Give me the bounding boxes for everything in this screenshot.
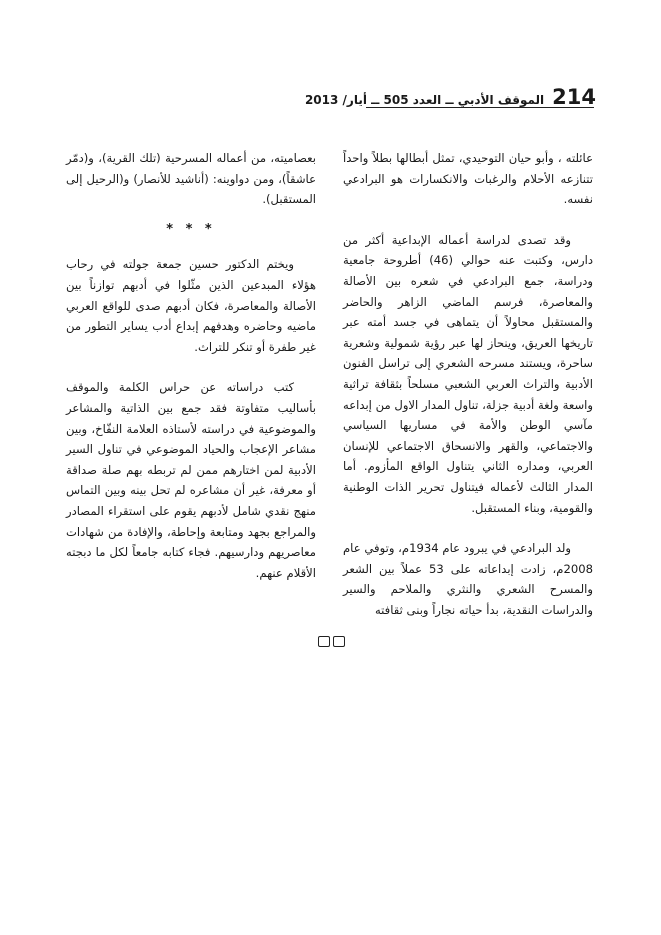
end-of-article-icon — [318, 636, 346, 648]
running-header — [304, 85, 596, 109]
paragraph: ويختم الدكتور حسين جمعة جولته في رحاب هؤلاء المبدعين الذين مثّلوا في أدبهم توازناً بين الأصالة والمعاصرة، فكان أدبهم صدى للواقع العربي ماضيه وحاضره وهدفهم إبداع أدب يساير التطور من غير طفرة أو تنكر للتراث. — [66, 257, 316, 354]
page-number: 214 — [552, 85, 596, 109]
paragraph: بعصاميته، من أعماله المسرحية (تلك القرية)، و(دمّر عاشقاً)، ومن دواوينه: (أناشيد للأنصار) و(الرحيل إلى المستقبل). — [66, 151, 316, 207]
section-separator: * * * — [166, 221, 216, 237]
header-rule — [366, 107, 594, 108]
paragraph: وقد تصدى لدراسة أعماله الإبداعية أكثر من دارس، وكتبت عنه حوالي (46) أطروحة جامعية ودراسة، جمع البرادعي في شعره بين الأصالة والمعاصرة، فرسم الماضي الزاهر والحاضر والمستقبل محاولاً أن يتماهى في جسد أمته عبر تاريخها العريق، وينحاز لها عبر رؤية شمولية وشعرية ساحرة، ويستند مسرحه الشعري إلى تراسل الفنون الأدبية والتراث العربي الشعبي مسلحاً بثقافة تراثية واسعة ولغة أدبية جزلة، تناول المدار الاول من إبداعه مآسي الوطن والأمة في مساريها السياسي والاجتماعي، والقهر والانسحاق الاجتماعي للإنسان العربي، ومداره الثاني يتناول الواقع المأزوم. أما المدار الثالث لأعماله فيتناول تحرير الذات الوطنية والقومية، وبناء المستقبل. — [343, 232, 593, 515]
right-column — [343, 148, 593, 620]
paragraph: كتب دراساته عن حراس الكلمة والموقف بأساليب متفاوتة فقد جمع بين الذاتية والمشاعر والموضوعية في دراسته لأستاذه العلامة النفّاخ، وبين مشاعر الإعجاب والحياد الموضوعي في تناول السير الأدبية لمن اختارهم ممن لم تربطه بهم صلة صداقة أو معرفة، غير أن مشاعره لم تحل بينه وبين التماس منهج نقدي شامل لأدبهم يقوم على استقراء المصادر والمراجع بجهد ومتابعة وإحاطة، والإفادة من شهادات معاصريهم ودارسيهم. فجاء كتابه جامعاً لكل ما دبجته الأقلام عنهم. — [66, 380, 316, 580]
paragraph: عائلته ، وأبو حيان التوحيدي، تمثل أبطالها بطلاً واحداً تتنازعه الأحلام والرغبات والانكسارات هو البرادعي نفسه. — [343, 151, 593, 207]
paragraph: ولد البرادعي في يبرود عام 1934م، وتوفي عام 2008م، زادت إبداعاته على 53 عملاً بين الشعر والمسرح الشعري والنثري والملاحم والسير والدراسات النقدية، بدأ حياته نجاراً وبنى ثقافته — [343, 541, 593, 617]
left-column — [66, 148, 316, 583]
journal-issue: الموقف الأدبي ــ العدد 505 ــ أيار/ 2013 — [304, 93, 545, 107]
